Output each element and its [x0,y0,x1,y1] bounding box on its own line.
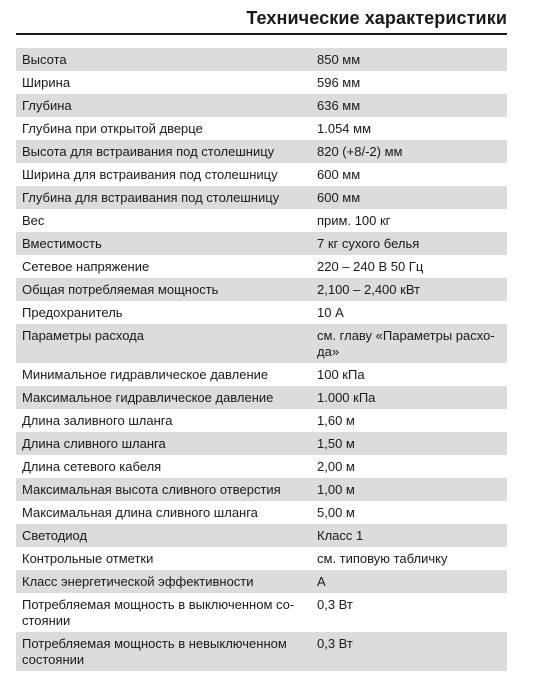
spec-value: 2,00 м [317,459,355,474]
spec-name: Ширина для встраивания под столешницу [22,167,278,182]
spec-value: Класс 1 [311,524,507,547]
spec-value: 1,50 м [311,432,507,455]
spec-value: 5,00 м [317,505,355,520]
spec-row [16,209,507,232]
spec-row [16,478,507,501]
specifications-table [16,48,507,671]
spec-name: Светодиод [16,524,311,547]
spec-name: Общая потребляемая мощность [16,278,311,301]
spec-name: Максимальная длина сливного шланга [22,505,258,520]
spec-row [16,163,507,186]
spec-row [16,186,507,209]
spec-row [16,140,507,163]
spec-value: 850 мм [311,48,507,71]
spec-row [16,632,507,671]
spec-value: 1,60 м [317,413,355,428]
spec-value: 600 мм [311,186,507,209]
spec-name: Контрольные отметки [22,551,154,566]
spec-value: 220 – 240 В 50 Гц [317,259,424,274]
spec-value: 100 кПа [317,367,365,382]
spec-row [16,301,507,324]
spec-row [16,501,507,524]
spec-name: Ширина [22,75,71,90]
spec-name: Параметры расхода [16,324,311,363]
spec-value: 7 кг сухого белья [311,232,507,255]
specifications-table-body [16,48,507,671]
spec-name: Потребляемая мощность в невыключенном состоянии [16,632,311,671]
spec-row [16,432,507,455]
spec-name: Длина сетевого кабеля [22,459,162,474]
spec-row [16,255,507,278]
spec-value: прим. 100 кг [317,213,391,228]
spec-name: Глубина для встраивания под столешницу [16,186,311,209]
spec-name: Максимальное гидравлическое давление [16,386,311,409]
spec-value: 2,100 – 2,400 кВт [311,278,507,301]
spec-value: 636 мм [311,94,507,117]
spec-row [16,117,507,140]
spec-row [16,524,507,547]
spec-value: 600 мм [317,167,361,182]
title-divider [16,33,507,35]
spec-name: Сетевое напряжение [22,259,150,274]
spec-value: A [311,570,507,593]
spec-name: Высота для встраивания под столешницу [16,140,311,163]
spec-name: Максимальная высота сливного отверстия [16,478,311,501]
spec-value: 1.054 мм [317,121,372,136]
spec-row [16,409,507,432]
spec-row [16,455,507,478]
spec-row [16,570,507,593]
spec-value: см. типовую табличку [317,551,448,566]
spec-value: 0,3 Вт [317,597,353,612]
spec-row [16,324,507,363]
spec-row [16,48,507,71]
spec-name: Глубина при открытой дверце [22,121,203,136]
spec-value: см. главу «Параметры расхо- да» [311,324,507,363]
spec-value: 596 мм [317,75,361,90]
spec-name: Потребляемая мощность в выключенном со- стоянии [22,597,295,628]
spec-row [16,232,507,255]
spec-row [16,593,507,632]
spec-row [16,278,507,301]
spec-value: 1,00 м [311,478,507,501]
spec-name: Предохранитель [22,305,123,320]
spec-name: Длина сливного шланга [16,432,311,455]
spec-name: Минимальное гидравлическое давление [22,367,269,382]
spec-row [16,94,507,117]
spec-value: 820 (+8/-2) мм [311,140,507,163]
spec-name: Длина заливного шланга [22,413,173,428]
spec-row [16,547,507,570]
spec-row [16,71,507,94]
spec-name: Класс энергетической эффективности [16,570,311,593]
page-title: Технические характеристики [246,8,507,28]
spec-row [16,386,507,409]
spec-row [16,363,507,386]
spec-name: Вместимость [16,232,311,255]
spec-value: 1.000 кПа [311,386,507,409]
spec-name: Глубина [16,94,311,117]
spec-value: 10 А [317,305,344,320]
spec-value: 0,3 Вт [311,632,507,671]
spec-name: Высота [16,48,311,71]
spec-name: Вес [22,213,45,228]
